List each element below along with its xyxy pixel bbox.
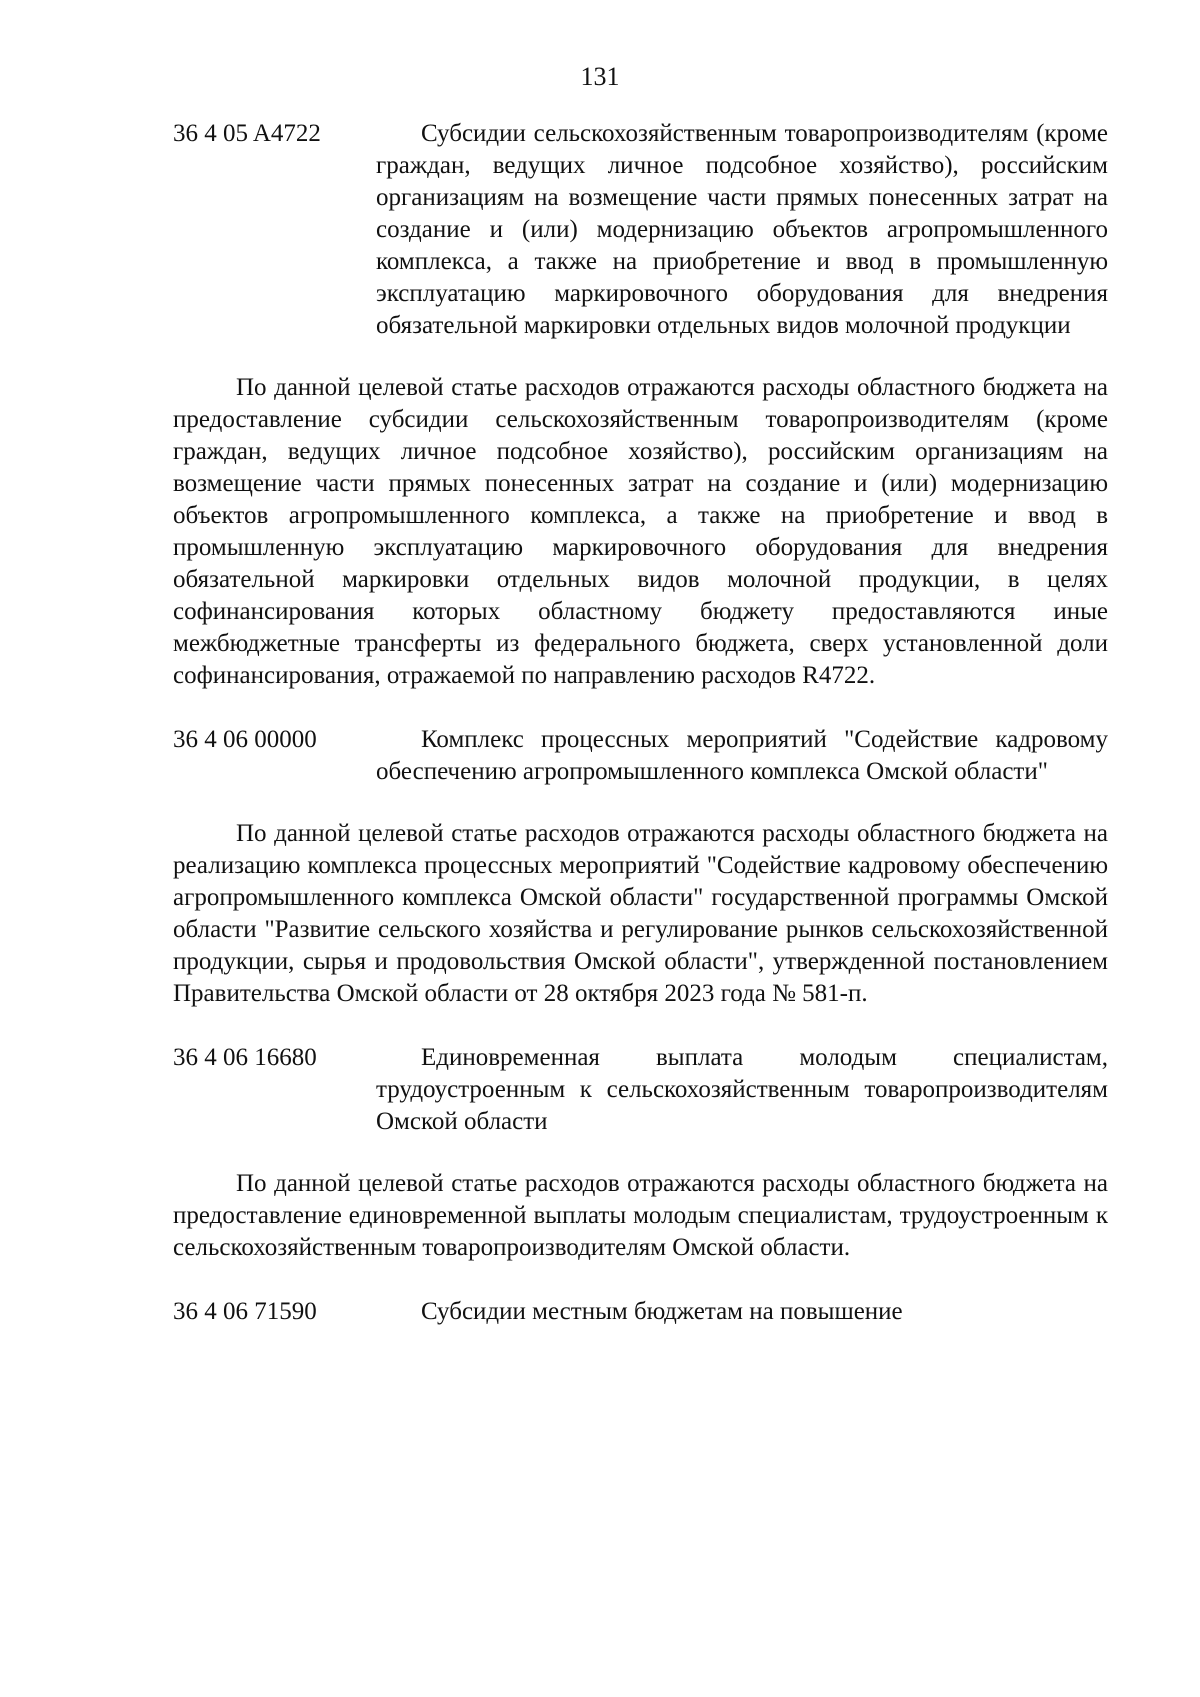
- entry-description: По данной целевой статье расходов отражаются расходы областного бюджета на предоставление единовременной выплаты молодым специалистам, трудоустроенным к сельскохозяйственным товаропроизводителям Омской области.: [173, 1170, 1108, 1261]
- entry-code: 36 4 06 16680: [173, 1044, 317, 1071]
- entry-title: Субсидии местным бюджетам на повышение: [421, 1298, 903, 1325]
- entry-code: 36 4 06 71590: [173, 1298, 317, 1325]
- entry-description: По данной целевой статье расходов отражаются расходы областного бюджета на предоставление субсидии сельскохозяйственным товаропроизводителям (кроме граждан, ведущих личное подсобное хозяйство), российским организациям на возмещение части прямых понесенных затрат на создание и (или) модернизацию объектов агропромышленного комплекса, а также на приобретение и ввод в промышленную эксплуатацию маркировочного оборудования для внедрения обязательной маркировки отдельных видов молочной продукции, в целях софинансирования которых областному бюджету предоставляются иные межбюджетные трансферты из федерального бюджета, сверх установленной доли софинансирования, отражаемой по направлению расходов R4722.: [173, 374, 1108, 689]
- entry-title: Субсидии сельскохозяйственным товаропроизводителям (кроме граждан, ведущих личное подсобное хозяйство), российским организациям на возмещение части прямых понесенных затрат на создание и (или) модернизацию объектов агропромышленного комплекса, а также на приобретение и ввод в промышленную эксплуатацию маркировочного оборудования для внедрения обязательной маркировки отдельных видов молочной продукции: [376, 120, 1108, 339]
- entry-code: 36 4 05 A4722: [173, 120, 321, 147]
- budget-entry: [173, 118, 1108, 342]
- entry-title: Единовременная выплата молодым специалистам, трудоустроенным к сельскохозяйственным товаропроизводителям Омской области: [376, 1044, 1108, 1135]
- budget-entry: [173, 724, 1108, 788]
- entry-title: Комплекс процессных мероприятий "Содействие кадровому обеспечению агропромышленного комплекса Омской области": [376, 726, 1108, 785]
- page-number: 131: [580, 62, 620, 91]
- budget-entry: [173, 1042, 1108, 1138]
- entry-description: По данной целевой статье расходов отражаются расходы областного бюджета на реализацию комплекса процессных мероприятий "Содействие кадровому обеспечению агропромышленного комплекса Омской области" государственной программы Омской области "Развитие сельского хозяйства и регулирование рынков сельскохозяйственной продукции, сырья и продовольствия Омской области", утвержденной постановлением Правительства Омской области от 28 октября 2023 года № 581-п.: [173, 820, 1108, 1007]
- document-body: [173, 118, 1108, 1328]
- budget-entry: [173, 1296, 1108, 1328]
- entry-code: 36 4 06 00000: [173, 726, 317, 753]
